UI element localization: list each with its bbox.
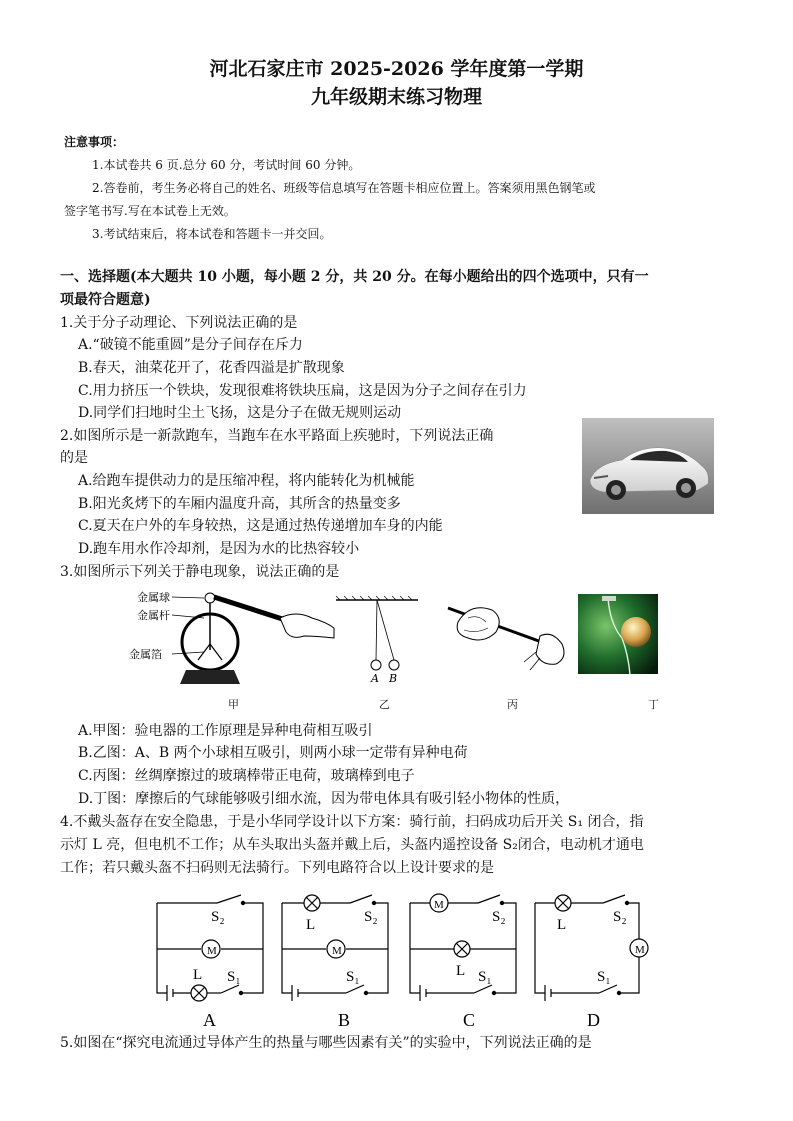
motor-label-b: M [332, 945, 342, 957]
notes-title: 注意事项： [64, 135, 125, 149]
switch-s2-label-d: S₂ [613, 909, 627, 925]
lamp-label-a: L [193, 967, 203, 983]
q4-stem-b: 示灯 L 亮，但电机不工作；从车头取出头盔并戴上后，头盔内遥控设备 S₂闭合，电动机才通电 [60, 837, 644, 853]
circuit-a-diagram [155, 893, 267, 1029]
q1-option-b: B.春天，油菜花开了，花香四溢是扩散现象 [78, 360, 345, 376]
ball-label-b: B [389, 672, 398, 685]
label-metal-rod: 金属杆 [137, 609, 170, 622]
q3-option-c: C.丙图：丝绸摩擦过的玻璃棒带正电荷，玻璃棒到电子 [78, 768, 415, 784]
circuit-d-diagram [533, 893, 651, 1029]
q2-stem-a: 2.如图所示是一新款跑车，当跑车在水平路面上疾驰时，下列说法正确 [60, 428, 494, 444]
switch-s1-label-b: S₁ [346, 969, 360, 985]
paper-title-line2: 九年级期末练习物理 [310, 86, 482, 108]
rubbing-rod-diagram [440, 600, 570, 680]
q2-option-d: D.跑车用水作冷却剂，是因为水的比热容较小 [78, 541, 360, 557]
motor-label-a: M [207, 945, 217, 957]
q3-option-b: B.乙图：A、B 两个小球相互吸引，则两小球一定带有异种电荷 [78, 745, 468, 761]
note-item-3: 3.考试结束后，将本试卷和答题卡一并交回。 [92, 227, 332, 241]
note-item-2b: 签字笔书写.写在本试卷上无效。 [64, 204, 236, 218]
caption-bing: 丙 [507, 698, 518, 711]
q2-option-b: B.阳光炙烤下的车厢内温度升高，其所含的热量变多 [78, 496, 401, 512]
q1-stem: 1.关于分子动理论、下列说法正确的是 [60, 315, 298, 331]
caption-jia: 甲 [228, 698, 239, 711]
q4-stem-c: 工作；若只戴头盔不扫码则无法骑行。下列电路符合以上设计要求的是 [60, 860, 494, 876]
caption-ding: 丁 [648, 698, 659, 711]
switch-s1-label-a: S₁ [227, 969, 241, 985]
lamp-label-b: L [306, 917, 316, 933]
paper-title-line1: 河北石家庄市 2025-2026 学年度第一学期 [209, 58, 584, 80]
circuit-b-diagram [280, 893, 392, 1029]
q3-stem: 3.如图所示下列关于静电现象，说法正确的是 [60, 564, 340, 580]
label-metal-foil: 金属箔 [129, 648, 162, 661]
lamp-label-d: L [557, 917, 567, 933]
switch-s1-label-c: S₁ [478, 969, 492, 985]
sports-car-image [582, 418, 714, 514]
circuit-option-b: B [338, 1010, 351, 1030]
q2-option-c: C.夏天在户外的车身较热，这是通过热传递增加车身的内能 [78, 518, 443, 534]
motor-label-c: M [434, 899, 444, 911]
hanging-balls-diagram [336, 596, 418, 686]
q3-option-a: A.甲图：验电器的工作原理是异种电荷相互吸引 [78, 723, 373, 739]
circuit-option-c: C [463, 1010, 476, 1030]
section-heading-b: 项最符合题意) [60, 292, 151, 308]
ball-label-a: A [371, 672, 379, 685]
label-metal-ball: 金属球 [137, 591, 170, 604]
switch-s1-label-d: S₁ [597, 969, 611, 985]
q5-stem: 5.如图在“探究电流通过导体产生的热量与哪些因素有关”的实验中，下列说法正确的是 [60, 1035, 592, 1051]
section-heading-a: 一、选择题(本大题共 10 小题，每小题 2 分，共 20 分。在每小题给出的四个选项中，只有一 [60, 269, 649, 285]
note-item-2a: 2.答卷前，考生务必将自己的姓名、班级等信息填写在答题卡相应位置上。答案须用黑色钢笔或 [92, 181, 596, 195]
lamp-label-c: L [456, 963, 466, 979]
circuit-option-d: D [587, 1010, 600, 1030]
balloon-water-image [578, 594, 658, 674]
switch-s2-label-a: S₂ [211, 909, 225, 925]
q1-option-a: A.“破镜不能重圆”是分子间存在斥力 [78, 337, 303, 353]
motor-label-d: M [635, 944, 645, 956]
caption-yi: 乙 [379, 698, 390, 711]
q2-stem-b: 的是 [60, 450, 88, 466]
q4-stem-a: 4.不戴头盔存在安全隐患，于是小华同学设计以下方案：骑行前，扫码成功后开关 S₁ 闭合，指 [60, 814, 644, 830]
q1-option-d: D.同学们扫地时尘土飞扬，这是分子在做无规则运动 [78, 405, 402, 421]
electroscope-diagram [120, 588, 335, 688]
note-item-1: 1.本试卷共 6 页.总分 60 分，考试时间 60 分钟。 [92, 158, 361, 172]
circuit-c-diagram [408, 893, 520, 1029]
q1-option-c: C.用力挤压一个铁块，发现很难将铁块压扁，这是因为分子之间存在引力 [78, 383, 527, 399]
switch-s2-label-b: S₂ [364, 909, 378, 925]
q2-option-a: A.给跑车提供动力的是压缩冲程，将内能转化为机械能 [78, 473, 415, 489]
switch-s2-label-c: S₂ [492, 909, 506, 925]
circuit-option-a: A [203, 1010, 216, 1030]
q3-option-d: D.丁图：摩擦后的气球能够吸引细水流，因为带电体具有吸引轻小物体的性质， [78, 791, 570, 807]
